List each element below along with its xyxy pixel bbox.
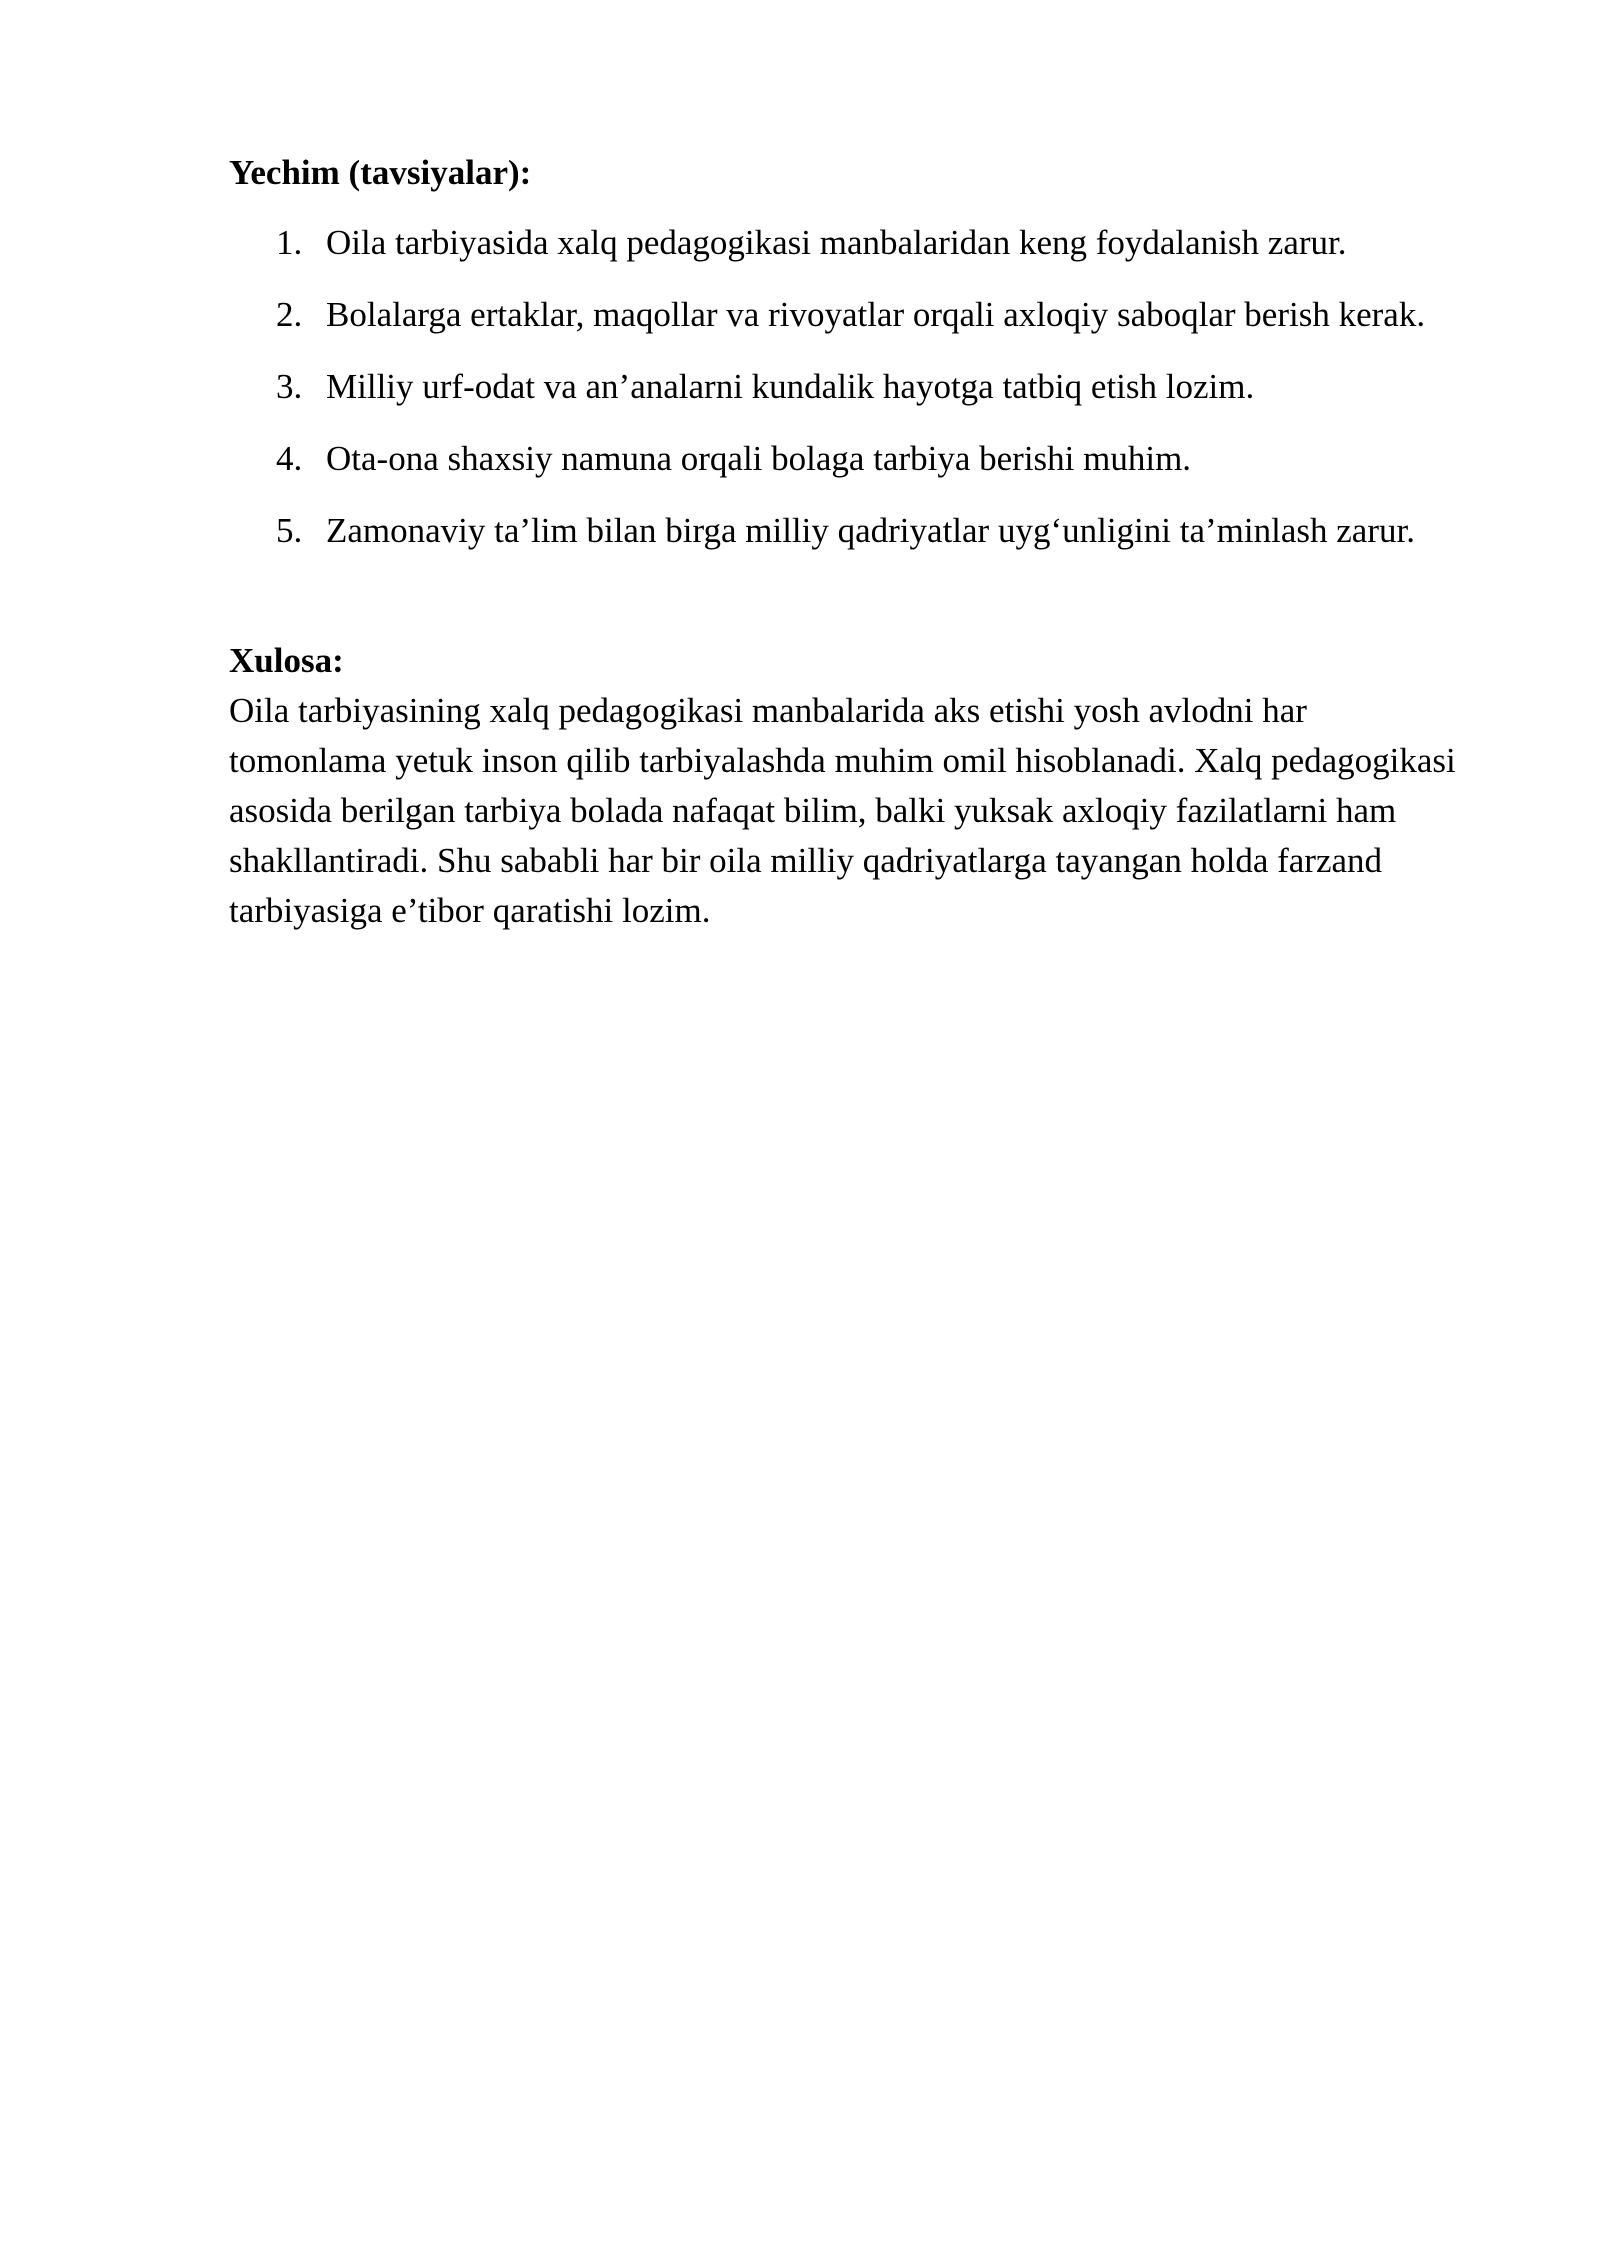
list-item <box>229 290 1459 340</box>
list-item <box>229 218 1459 268</box>
list-item <box>229 434 1459 484</box>
list-item-text: Bolalarga ertaklar, maqollar va rivoyatlar orqali axloqiy saboqlar berish kerak. <box>326 295 1426 334</box>
list-item-number: 1. <box>276 223 303 262</box>
page-content <box>229 148 1459 936</box>
list-item <box>229 506 1459 556</box>
recommendations-heading: Yechim (tavsiyalar): <box>229 153 532 192</box>
conclusion-section <box>229 636 1459 936</box>
list-item-text: Milliy urf-odat va an’analarni kundalik hayotga tatbiq etish lozim. <box>326 367 1255 406</box>
list-item-number: 2. <box>276 295 303 334</box>
recommendations-section <box>229 148 1459 556</box>
recommendations-list <box>229 218 1459 556</box>
conclusion-paragraph: Oila tarbiyasining xalq pedagogikasi manbalarida aks etishi yosh avlodni har tomonlama yetuk inson qilib tarbiyalashda muhim omil hisoblanadi. Xalq pedagogikasi asosida berilgan tarbiya bolada nafaqat bilim, balki yuksak axloqiy fazilatlarni ham shakllantiradi. Shu sababli har bir oila milliy qadriyatlarga tayangan holda farzand tarbiyasiga e’tibor qaratishi lozim. <box>229 691 1456 930</box>
list-item-number: 3. <box>276 367 303 406</box>
list-item-text: Zamonaviy ta’lim bilan birga milliy qadriyatlar uyg‘unligini ta’minlash zarur. <box>326 511 1415 550</box>
list-item-number: 4. <box>276 439 303 478</box>
list-item-text: Oila tarbiyasida xalq pedagogikasi manbalaridan keng foydalanish zarur. <box>326 223 1347 262</box>
conclusion-heading: Xulosa: <box>229 641 344 680</box>
list-item <box>229 362 1459 412</box>
list-item-number: 5. <box>276 511 303 550</box>
list-item-text: Ota-ona shaxsiy namuna orqali bolaga tarbiya berishi muhim. <box>326 439 1192 478</box>
